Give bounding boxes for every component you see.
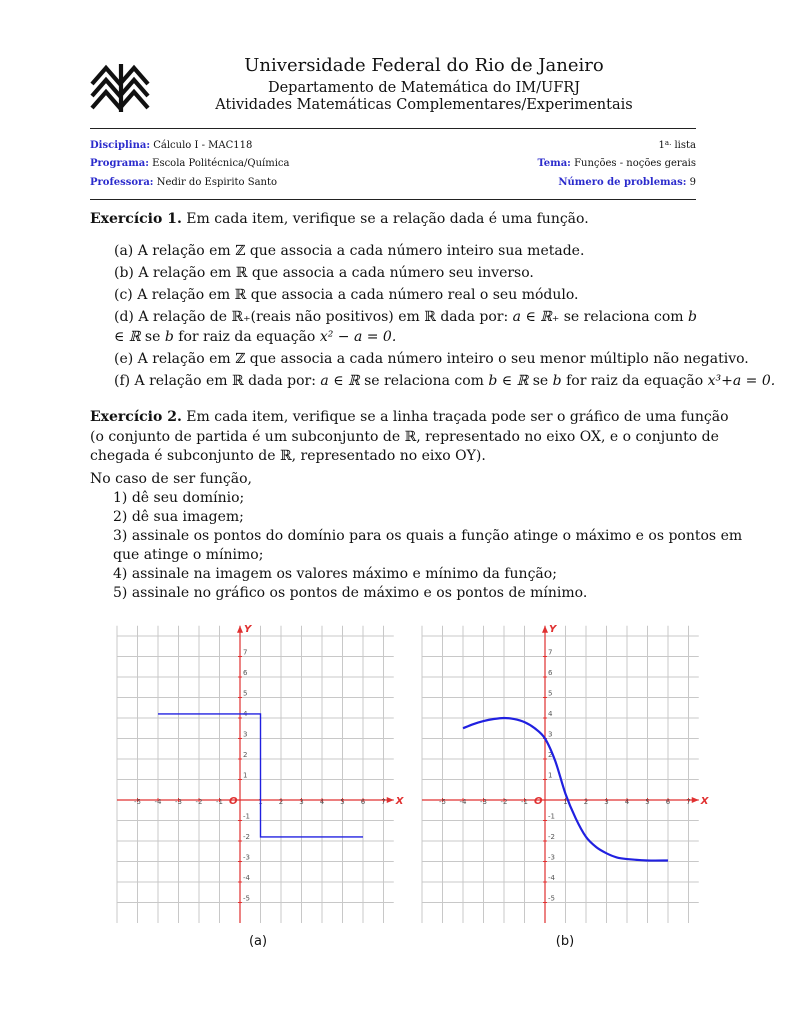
x-tick-label: -5 bbox=[439, 798, 446, 806]
meta-label: Disciplina: bbox=[90, 140, 151, 151]
meta-label: Número de problemas: bbox=[558, 177, 687, 188]
y-tick-label: 4 bbox=[548, 710, 553, 718]
y-tick-label: 3 bbox=[548, 730, 553, 739]
x-axis-label: X bbox=[700, 796, 709, 807]
ex1-d-text: se bbox=[144, 328, 161, 345]
origin-label: O bbox=[229, 796, 238, 807]
header-rule-bottom bbox=[90, 199, 696, 200]
x-axis-arrow bbox=[387, 797, 394, 803]
x-tick-label: 3 bbox=[604, 798, 609, 806]
meta-tema bbox=[537, 158, 696, 169]
ex1-f-text: (f) A relação em ℝ dada por: bbox=[114, 373, 316, 389]
ex1-heading bbox=[90, 210, 700, 230]
ex1-intro: Em cada item, verifique se a relação dada é uma função. bbox=[186, 211, 589, 227]
ex1-d-math: x² − a = 0. bbox=[319, 328, 397, 345]
y-tick-label: 2 bbox=[243, 751, 248, 759]
y-tick-label: -5 bbox=[243, 894, 250, 903]
department-name: Departamento de Matemática do IM/UFRJ bbox=[267, 80, 581, 96]
x-tick-label: 4 bbox=[624, 798, 630, 806]
x-tick-label: 5 bbox=[340, 798, 345, 806]
meta-value: Escola Politécnica/Química bbox=[152, 158, 290, 169]
meta-label: Programa: bbox=[90, 158, 149, 169]
ex1-f-text: se relaciona com bbox=[364, 373, 484, 389]
ex1-item-b: (b) A relação em ℝ que associa a cada número seu inverso. bbox=[114, 265, 534, 281]
ex1-title: Exercício 1. bbox=[90, 211, 182, 227]
meta-value: Funções - noções gerais bbox=[574, 158, 696, 169]
ex2-line-4: No caso de ser função, bbox=[90, 471, 252, 487]
x-tick-label: -3 bbox=[480, 798, 487, 806]
university-name: Universidade Federal do Rio de Janeiro bbox=[244, 55, 604, 76]
ex1-item-f bbox=[114, 372, 775, 392]
y-tick-label: -1 bbox=[548, 812, 555, 821]
y-tick-label: 3 bbox=[243, 730, 248, 739]
x-tick-label: -4 bbox=[154, 798, 162, 806]
ex1-d-math: b bbox=[164, 328, 174, 345]
y-tick-label: 1 bbox=[548, 771, 553, 780]
x-tick-label: 6 bbox=[360, 798, 366, 806]
y-tick-label: -5 bbox=[548, 894, 555, 903]
y-tick-label: -2 bbox=[243, 833, 250, 841]
ex2-line-2: (o conjunto de partida é um subconjunto de ℝ, representado no eixo OX, e o conjunto de bbox=[90, 429, 719, 445]
chart-caption: (b) bbox=[555, 934, 575, 949]
ex1-d-math: a ∈ ℝ₊ bbox=[512, 309, 560, 325]
x-tick-label: -1 bbox=[521, 798, 528, 806]
meta-num-problemas bbox=[558, 177, 696, 188]
ex2-text: Em cada item, verifique se a linha traçada pode ser o gráfico de uma função bbox=[186, 409, 729, 425]
x-tick-label: 5 bbox=[645, 798, 650, 806]
y-tick-label: 7 bbox=[243, 648, 248, 657]
ex2-instr-4: 4) assinale na imagem os valores máximo e mínimo da função; bbox=[113, 566, 557, 582]
ex1-item-a: (a) A relação em ℤ que associa a cada número inteiro sua metade. bbox=[114, 243, 585, 259]
ex1-d-text: for raiz da equação bbox=[178, 328, 316, 345]
chart-b bbox=[415, 612, 709, 952]
ex1-f-math: b bbox=[552, 373, 562, 389]
ex1-item-e: (e) A relação em ℤ que associa a cada número inteiro o seu menor múltiplo não negativo. bbox=[114, 351, 749, 367]
y-tick-label: 5 bbox=[243, 689, 248, 698]
chart-caption: (a) bbox=[248, 934, 268, 949]
ex1-f-math: b ∈ ℝ bbox=[488, 373, 529, 389]
meta-value: Cálculo I - MAC118 bbox=[153, 140, 253, 151]
meta-value: 9 bbox=[689, 177, 696, 188]
y-tick-label: 6 bbox=[548, 669, 553, 677]
y-tick-label: 5 bbox=[548, 689, 553, 698]
ex1-f-text: for raiz da equação bbox=[566, 373, 704, 389]
origin-label: O bbox=[534, 796, 543, 807]
y-axis-arrow bbox=[542, 626, 548, 633]
y-axis-label: Y bbox=[549, 623, 557, 635]
ex2-line-1 bbox=[90, 408, 729, 428]
lista-number: 1 bbox=[658, 140, 665, 151]
meta-lista bbox=[659, 140, 696, 151]
meta-label: Tema: bbox=[537, 158, 571, 169]
x-tick-label: -1 bbox=[216, 798, 223, 806]
y-axis-label: Y bbox=[244, 623, 252, 635]
ex1-f-math: x³+a = 0. bbox=[707, 373, 776, 389]
y-tick-label: 4 bbox=[243, 710, 248, 718]
x-tick-label: 1 bbox=[563, 798, 568, 806]
y-tick-label: 1 bbox=[243, 771, 248, 780]
ex1-f-math: a ∈ ℝ bbox=[320, 373, 360, 389]
x-tick-label: 2 bbox=[583, 798, 589, 806]
lista-ordinal: a. bbox=[664, 139, 672, 147]
x-tick-label: 4 bbox=[319, 798, 325, 806]
y-axis-arrow bbox=[237, 626, 243, 633]
ex1-item-c: (c) A relação em ℝ que associa a cada número real o seu módulo. bbox=[114, 287, 579, 303]
x-axis-arrow bbox=[692, 797, 699, 803]
ex1-d-text: (d) A relação de ℝ₊(reais não positivos) em ℝ dada por: bbox=[114, 309, 509, 325]
meta-professora bbox=[90, 177, 277, 188]
ex1-item-d bbox=[114, 308, 704, 347]
x-tick-label: -2 bbox=[195, 798, 203, 806]
meta-programa bbox=[90, 158, 289, 169]
y-tick-label: -2 bbox=[548, 833, 555, 841]
x-tick-label: 6 bbox=[665, 798, 671, 806]
x-tick-label: 1 bbox=[258, 798, 263, 806]
ex1-f-text: se bbox=[532, 373, 549, 389]
x-tick-label: -2 bbox=[500, 798, 508, 806]
ex2-title: Exercício 2. bbox=[90, 409, 182, 425]
y-tick-label: -3 bbox=[548, 853, 555, 862]
x-tick-label: 2 bbox=[278, 798, 284, 806]
ex2-instr-3a: 3) assinale os pontos do domínio para os quais a função atinge o máximo e os pontos em bbox=[113, 528, 743, 544]
x-tick-label: 3 bbox=[299, 798, 304, 806]
meta-label: Professora: bbox=[90, 177, 154, 188]
ex2-instr-2: 2) dê sua imagem; bbox=[113, 509, 244, 525]
y-tick-label: -1 bbox=[243, 812, 250, 821]
y-tick-label: -4 bbox=[243, 874, 250, 882]
x-axis-label: X bbox=[395, 796, 404, 807]
y-tick-label: 2 bbox=[548, 751, 553, 759]
lista-word: lista bbox=[674, 140, 696, 151]
ex1-d-math: b ∈ ℝ bbox=[114, 309, 697, 345]
meta-value: Nedir do Espirito Santo bbox=[156, 177, 278, 188]
y-tick-label: 6 bbox=[243, 669, 248, 677]
ex2-instr-5: 5) assinale no gráfico os pontos de máximo e os pontos de mínimo. bbox=[113, 585, 588, 601]
ex2-instr-1: 1) dê seu domínio; bbox=[113, 490, 245, 506]
ex2-instr-3b: que atinge o mínimo; bbox=[113, 547, 264, 563]
x-tick-label: 7 bbox=[381, 798, 386, 806]
header-rule-top bbox=[90, 128, 696, 129]
y-tick-label: 7 bbox=[548, 648, 553, 657]
meta-disciplina bbox=[90, 140, 252, 151]
chart-a bbox=[110, 612, 404, 952]
y-tick-label: -3 bbox=[243, 853, 250, 862]
x-tick-label: -5 bbox=[134, 798, 141, 806]
series-line bbox=[158, 714, 363, 837]
x-tick-label: -4 bbox=[459, 798, 467, 806]
ex2-line-3: chegada é subconjunto de ℝ, representado no eixo OY). bbox=[90, 448, 486, 464]
x-tick-label: 7 bbox=[686, 798, 691, 806]
ex1-d-text: se relaciona com bbox=[563, 309, 684, 325]
activities-title: Atividades Matemáticas Complementares/Experimentais bbox=[215, 97, 633, 113]
y-tick-label: -4 bbox=[548, 874, 555, 882]
x-tick-label: -3 bbox=[175, 798, 182, 806]
